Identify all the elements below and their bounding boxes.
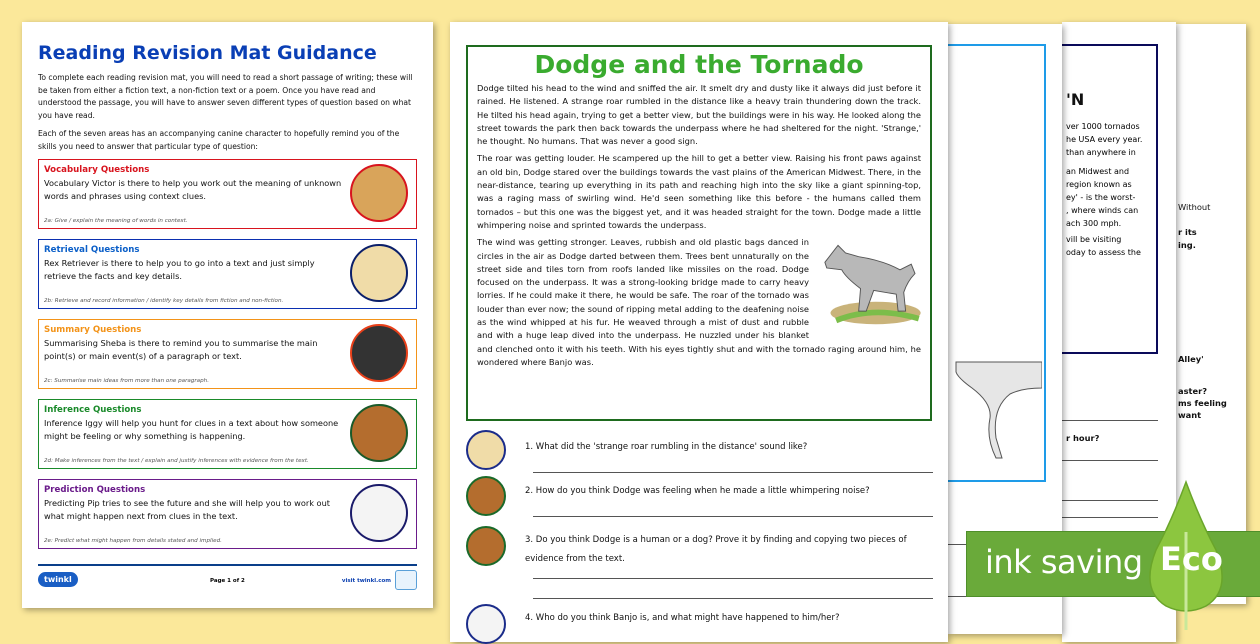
- box-title: Vocabulary Questions: [44, 165, 150, 175]
- bloodhound-icon: [350, 404, 408, 462]
- bloodhound-icon: [466, 526, 506, 566]
- fragment: aster?: [1178, 386, 1208, 396]
- spitz-icon: [350, 484, 408, 542]
- box-desc: Inference Iggy will help you hunt for clues in a text about how someone might be feeling or why something is happening.: [44, 418, 339, 441]
- answer-line[interactable]: [533, 598, 933, 599]
- vocabulary-box: [38, 159, 417, 229]
- box-desc: Rex Retriever is there to help you to go into a text and just simply retrieve the facts and key details.: [44, 258, 315, 281]
- fragment: want: [1178, 410, 1202, 420]
- box-title: Inference Questions: [44, 405, 142, 415]
- twinkl-logo: twinkl: [38, 572, 78, 587]
- story-title: Dodge and the Tornado: [534, 50, 864, 79]
- fragment: Without: [1178, 202, 1211, 212]
- fact-text: [1066, 120, 1142, 259]
- box-title: Summary Questions: [44, 325, 142, 335]
- story-paragraph: The roar was getting louder. He scampered up the hill to get a better view. Raising his front paws against an old bin, Dodge stared over the buildings towards the vast plains of the American Midwest. There, in the near-distance, tearing up everything in its path and reaching high into the sky like a giant spinning-top, was a raging mass of swirling wind. He'd seen something like this before - the humans called them tornados – but this one was the biggest yet, and it was headed straight for the town. Dodge made a little whimpering noise and sprinted towards the underpass.: [477, 153, 921, 230]
- story-paragraph: The wind was getting stronger. Leaves, rubbish and old plastic bags danced in circles in the air as Dodge darted between them. Trees bent unnaturally on the street side and tiles torn from roofs landed like missiles on the road. Dodge focused on the underpass. It was a strong-looking bridge made to carry heavy lorries. If he could make it there, he would be safe. The roar of the tornado was louder than ever now; the sound of ripping metal adding to the deafening noise as the wind whipped at his fur. He weaved through a mist of dust and rubble and with a huge leap dived into the underpass. He nuzzled under his blanket and clenched onto it with his teeth. With his eyes tightly shut and with the tornado raging around him, he wondered where Banjo was.: [477, 237, 921, 367]
- fragment: ach 300 mph.: [1066, 219, 1122, 228]
- fragment: r hour?: [1066, 433, 1100, 443]
- bloodhound-icon: [466, 476, 506, 516]
- answer-line: [1062, 500, 1158, 501]
- story-box: [466, 45, 932, 421]
- answer-line: [1062, 517, 1158, 518]
- guidance-page: [22, 22, 433, 608]
- fragment: ver 1000 tornados: [1066, 122, 1140, 131]
- question-1: 1. What did the 'strange roar rumbling in the distance' sound like?: [525, 442, 808, 452]
- box-skill: 2e: Predict what might happen from details stated and implied.: [44, 538, 222, 544]
- guidance-title: Reading Revision Mat Guidance: [38, 42, 377, 64]
- answer-line[interactable]: [533, 516, 933, 517]
- answer-line[interactable]: [533, 578, 933, 579]
- fragment: region known as: [1066, 180, 1132, 189]
- intro-text: To complete each reading revision mat, you will need to read a short passage of writing; these will be taken from either a fiction text, a non-fiction text or a poem. Once you have read and understood the passage, you will have to answer seven different types of question based on what you have read.: [38, 73, 413, 120]
- question-2: 2. How do you think Dodge was feeling when he made a little whimpering noise?: [525, 486, 870, 496]
- fragment: Alley': [1178, 354, 1204, 364]
- retriever-icon: [350, 244, 408, 302]
- box-desc: Summarising Sheba is there to remind you to summarise the main point(s) or main event(s) of a paragraph or text.: [44, 338, 318, 361]
- story-paragraph: Dodge tilted his head to the wind and sniffed the air. It smelt dry and dusty like it always did just before it rained. He listened. A strange roar rumbled in the distance like a heavy train thundering down the track. He tilted his head again, trying to get a better view, but the buildings were in his way. He looked along the street towards the park then back towards the underpass where he had sheltered for the night. 'Strange,' he thought. No humans. That was never a good sign.: [477, 83, 921, 147]
- spitz-icon: [466, 604, 506, 644]
- fragment: ey' - is the worst-: [1066, 193, 1136, 202]
- answer-line[interactable]: [533, 472, 933, 473]
- inference-box: [38, 399, 417, 469]
- page-number: Page 1 of 2: [210, 578, 245, 584]
- box-skill: 2a: Give / explain the meaning of words in context.: [44, 218, 188, 224]
- story-page: [450, 22, 948, 642]
- box-skill: 2b: Retrieve and record information / identify key details from fiction and non-fiction.: [44, 298, 284, 304]
- question-3: 3. Do you think Dodge is a human or a dog? Prove it by finding and copying two pieces of evidence from the text.: [525, 535, 907, 564]
- fragment: oday to assess the: [1066, 248, 1141, 257]
- visit-link[interactable]: visit twinkl.com: [341, 578, 391, 584]
- prediction-box: [38, 479, 417, 549]
- fragment: he USA every year.: [1066, 135, 1143, 144]
- question-4: 4. Who do you think Banjo is, and what might have happened to him/her?: [525, 613, 840, 623]
- ink-saving-label: ink saving: [985, 543, 1143, 581]
- intro-text: Each of the seven areas has an accompanying canine character to hopefully remind you of the skills you need to answer that particular type of question:: [38, 129, 400, 151]
- tornado-illustration: [952, 358, 1042, 468]
- eco-label: Eco: [1160, 540, 1223, 578]
- summary-box: [38, 319, 417, 389]
- retriever-icon: [466, 430, 506, 470]
- dog-illustration: [817, 236, 921, 328]
- box-skill: 2d: Make inferences from the text / explain and justify inferences with evidence from the text.: [44, 458, 309, 464]
- fragment: than anywhere in: [1066, 148, 1136, 157]
- fragment: , where winds can: [1066, 206, 1139, 215]
- page-footer: [38, 564, 417, 592]
- fragment: ms feeling: [1178, 398, 1227, 408]
- collie-icon: [350, 324, 408, 382]
- paragraph-with-illustration: [477, 236, 921, 369]
- answer-line: [1062, 420, 1158, 421]
- terrier-icon: [350, 164, 408, 222]
- fragment: r its: [1178, 227, 1197, 237]
- box-title: Retrieval Questions: [44, 245, 140, 255]
- retrieval-box: [38, 239, 417, 309]
- heading-fragment: 'N: [1066, 90, 1085, 109]
- box-desc: Predicting Pip tries to see the future and she will help you to work out what might happen next from clues in the text.: [44, 498, 330, 521]
- box-title: Prediction Questions: [44, 485, 146, 495]
- answer-line: [1062, 460, 1158, 461]
- fragment: ing.: [1178, 240, 1196, 250]
- box-skill: 2c: Summarise main ideas from more than one paragraph.: [44, 378, 209, 384]
- fragment: vill be visiting: [1066, 235, 1122, 244]
- fragment: an Midwest and: [1066, 167, 1130, 176]
- quality-badge-icon: [395, 570, 417, 590]
- box-desc: Vocabulary Victor is there to help you work out the meaning of unknown words and phrases using context clues.: [44, 178, 342, 201]
